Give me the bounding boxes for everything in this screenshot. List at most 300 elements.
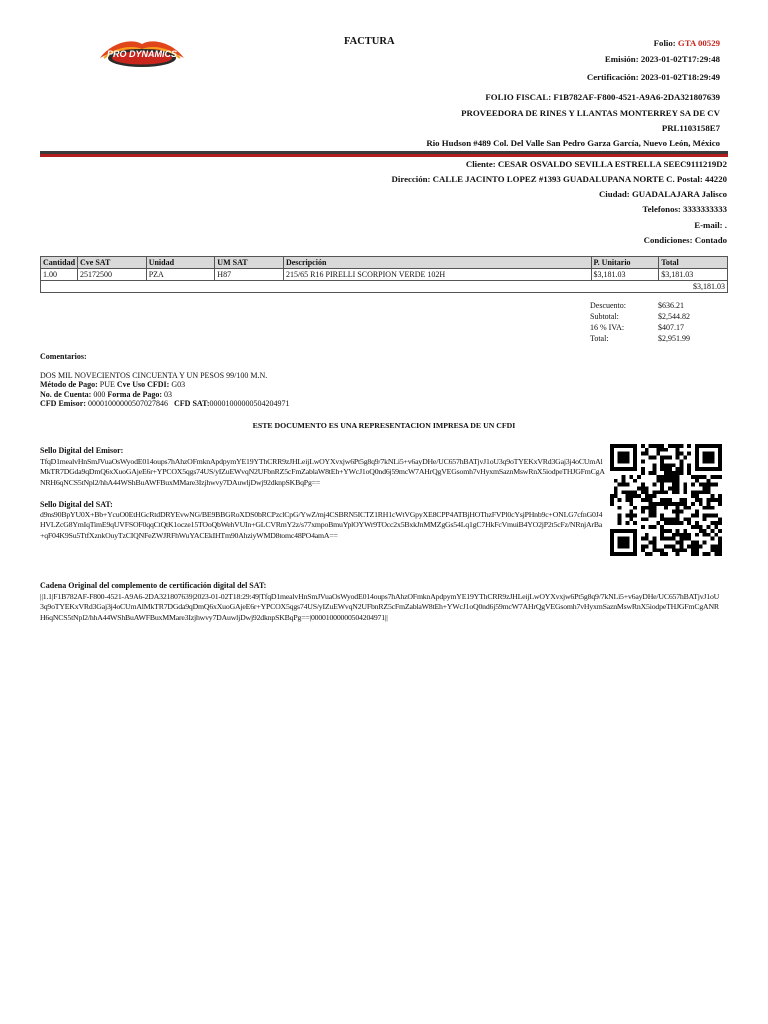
qr-module <box>614 552 618 556</box>
qr-module <box>618 517 622 521</box>
qr-module <box>707 479 711 483</box>
qr-module <box>703 444 707 448</box>
qr-module <box>718 517 722 521</box>
qr-module <box>652 467 656 471</box>
qr-module <box>718 444 722 448</box>
qr-module <box>680 444 684 448</box>
qr-module <box>668 479 672 483</box>
qr-module <box>699 498 703 502</box>
qr-module <box>672 537 676 541</box>
qr-module <box>718 552 722 556</box>
qr-module <box>629 475 633 479</box>
qr-module <box>691 494 695 498</box>
qr-module <box>633 544 637 548</box>
qr-module <box>656 475 660 479</box>
qr-module <box>710 521 714 525</box>
qr-module <box>707 456 711 460</box>
qr-module <box>629 529 633 533</box>
emisor-seal: TfqD1mealvHnSmJVuaOsWyodE014oups7hAhzOFmknApdpymYE19YThCRR9zJHLeijLwOYXvxjw6Pt5g8q9/7kNLi5+v6ayDHe/UC657hBATjvJ1oU3q9oTYEKxVRd3Gaj3j4oCUmAlMkTR7DGda9qDmQ6xXuoGAjeE6r+YPCOX5qgs74US/yIZuEWvqN2UFbnRZ5cFmZablaW8tEh+YWcJ1oQ0nd6j59mcW7AHrQgVEGsomh7vHyxmSaznMswRnX5iodpeTHJGFmCgANRH6qNCS5tNpl2/hhA44WShBuAWFBuxMMare3Izjhwvy7DAuwljDwj92dknpSKBqPg== <box>40 457 605 487</box>
qr-module <box>622 483 626 487</box>
qr-module <box>649 525 653 529</box>
qr-module <box>633 548 637 552</box>
qr-module <box>718 452 722 456</box>
qr-module <box>633 452 637 456</box>
qr-module <box>660 517 664 521</box>
qr-module <box>641 459 645 463</box>
separator-bar-red <box>40 154 728 157</box>
qr-module <box>633 537 637 541</box>
qr-module <box>614 444 618 448</box>
qr-module <box>610 502 614 506</box>
qr-module <box>641 525 645 529</box>
qr-module <box>703 552 707 556</box>
qr-module <box>649 506 653 510</box>
qr-module <box>703 486 707 490</box>
qr-module <box>703 483 707 487</box>
qr-module <box>622 479 626 483</box>
qr-module <box>610 548 614 552</box>
qr-module <box>610 537 614 541</box>
qr-module <box>676 456 680 460</box>
client-conditions: Condiciones: Contado <box>643 235 727 245</box>
cfd-emisor-label: CFD Emisor: <box>40 399 86 408</box>
qr-module <box>699 529 703 533</box>
qr-module <box>618 483 622 487</box>
qr-module <box>699 475 703 479</box>
qr-module <box>695 467 699 471</box>
qr-module <box>660 525 664 529</box>
qr-module <box>610 533 614 537</box>
qr-module <box>660 444 664 448</box>
qr-module <box>683 529 687 533</box>
qr-module <box>710 444 714 448</box>
qr-module <box>676 502 680 506</box>
qr-module <box>656 521 660 525</box>
qr-module <box>649 514 653 518</box>
qr-module <box>680 459 684 463</box>
qr-module <box>618 541 622 545</box>
qr-module <box>680 537 684 541</box>
qr-module <box>622 475 626 479</box>
qr-module <box>718 475 722 479</box>
qr-module <box>664 506 668 510</box>
qr-module <box>656 452 660 456</box>
qr-module <box>649 498 653 502</box>
qr-module <box>652 544 656 548</box>
qr-module <box>641 483 645 487</box>
qr-module <box>683 533 687 537</box>
document-type: FACTURA <box>344 36 395 47</box>
qr-module <box>641 486 645 490</box>
qr-module <box>618 506 622 510</box>
qr-module <box>652 463 656 467</box>
qr-module <box>695 514 699 518</box>
qr-module <box>703 517 707 521</box>
qr-module <box>668 486 672 490</box>
qr-module <box>637 486 641 490</box>
qr-module <box>629 510 633 514</box>
column-header: Cve SAT <box>78 257 147 269</box>
qr-module <box>664 552 668 556</box>
qr-module <box>641 471 645 475</box>
qr-module <box>668 529 672 533</box>
qr-module <box>707 444 711 448</box>
qr-module <box>672 483 676 487</box>
qr-module <box>680 467 684 471</box>
discount-value: $636.21 <box>658 301 684 310</box>
qr-module <box>676 521 680 525</box>
qr-module <box>633 506 637 510</box>
qr-module <box>710 456 714 460</box>
qr-module <box>683 537 687 541</box>
folio-value: GTA 00529 <box>677 38 720 48</box>
qr-module <box>672 502 676 506</box>
qr-module <box>676 483 680 487</box>
qr-module <box>625 483 629 487</box>
column-header: Total <box>659 257 728 269</box>
qr-module <box>668 498 672 502</box>
cadena-original: ||1.1|F1B782AF-F800-4521-A9A6-2DA321807639|2023-01-02T18:29:49|TfqD1mealvHnSmJVuaOsWyodE014oups7hAhzOFmknApdpymYE19YThCRR9zJHLeijLwOYXvxjw6Pt5g8q9/7kNLi5+v6ayDHe/UC657hBATjvJ1oU3q9oTYEKxVRd3Gaj3j4oCUmAlMkTR7DGda9qDmQ6xXuoGAjeE6r+YPCOX5qgs74US/yIZuEWvqN2UFbnRZ5cFmZablaW8tEh+YWcJ1oQ0nd6j59mcW7AHrQgVEGsomh7vHyxmSaznMswRnX5iodpeTHJGFmCgANRH6qNCS5tNpl2/hhA44WShBuAWFBuxMMare3Izjhwvy7DAuwljDwj92dknpSKBqPg==|00001000000504204971|| <box>40 592 720 622</box>
qr-module <box>618 459 622 463</box>
qr-module <box>676 514 680 518</box>
qr-module <box>618 537 622 541</box>
qr-module <box>687 517 691 521</box>
qr-module <box>652 483 656 487</box>
qr-module <box>676 510 680 514</box>
qr-module <box>707 506 711 510</box>
qr-module <box>703 475 707 479</box>
qr-module <box>718 456 722 460</box>
qr-module <box>668 467 672 471</box>
qr-module <box>652 510 656 514</box>
certificacion-date: Certificación: 2023-01-02T18:29:49 <box>586 72 720 82</box>
qr-module <box>695 490 699 494</box>
qr-module <box>680 502 684 506</box>
qr-module <box>629 444 633 448</box>
total-value: $2,951.99 <box>658 334 690 343</box>
qr-module <box>614 467 618 471</box>
qr-module <box>664 463 668 467</box>
qr-module <box>672 486 676 490</box>
qr-module <box>610 456 614 460</box>
comments-label: Comentarios: <box>40 352 87 361</box>
qr-module <box>660 475 664 479</box>
qr-module <box>703 452 707 456</box>
qr-module <box>625 498 629 502</box>
qr-module <box>683 486 687 490</box>
qr-module <box>683 456 687 460</box>
qr-module <box>641 510 645 514</box>
qr-module <box>714 467 718 471</box>
qr-module <box>672 533 676 537</box>
qr-module <box>625 541 629 545</box>
qr-module <box>680 498 684 502</box>
qr-module <box>710 467 714 471</box>
qr-module <box>656 548 660 552</box>
qr-module <box>625 521 629 525</box>
qr-module <box>610 541 614 545</box>
cell-total: $3,181.03 <box>659 269 728 281</box>
table-row <box>41 269 728 281</box>
qr-module <box>633 459 637 463</box>
qr-module <box>718 459 722 463</box>
qr-module <box>676 490 680 494</box>
qr-module <box>676 444 680 448</box>
qr-module <box>676 479 680 483</box>
qr-module <box>668 475 672 479</box>
qr-module <box>710 544 714 548</box>
qr-module <box>645 498 649 502</box>
qr-module <box>652 537 656 541</box>
qr-module <box>633 444 637 448</box>
qr-module <box>622 537 626 541</box>
qr-module <box>641 517 645 521</box>
qr-module <box>680 533 684 537</box>
qr-module <box>645 506 649 510</box>
payment-form-label: Forma de Pago: <box>107 390 162 399</box>
subtotal-label: Subtotal: <box>590 312 619 321</box>
qr-module <box>710 529 714 533</box>
qr-module <box>687 521 691 525</box>
qr-module <box>707 486 711 490</box>
qr-module <box>699 490 703 494</box>
qr-module <box>691 548 695 552</box>
qr-module <box>660 548 664 552</box>
qr-module <box>680 521 684 525</box>
qr-module <box>652 494 656 498</box>
client-city: Ciudad: GUADALAJARA Jalisco <box>598 189 727 199</box>
qr-module <box>629 494 633 498</box>
qr-module <box>633 552 637 556</box>
qr-module <box>618 529 622 533</box>
qr-module <box>625 467 629 471</box>
cell-grand-total: $3,181.03 <box>41 281 728 293</box>
qr-module <box>710 514 714 518</box>
qr-module <box>622 444 626 448</box>
qr-module <box>633 463 637 467</box>
qr-module <box>714 525 718 529</box>
qr-module <box>695 463 699 467</box>
qr-module <box>660 498 664 502</box>
client-email: E-mail: . <box>694 220 727 230</box>
qr-module <box>645 448 649 452</box>
qr-module <box>649 541 653 545</box>
qr-module <box>656 479 660 483</box>
qr-module <box>707 483 711 487</box>
qr-module <box>687 533 691 537</box>
qr-module <box>676 506 680 510</box>
cell-unit-price: $3,181.03 <box>591 269 659 281</box>
qr-module <box>714 552 718 556</box>
qr-module <box>656 444 660 448</box>
cell-sat-code: 25172500 <box>78 269 147 281</box>
qr-module <box>676 471 680 475</box>
qr-module <box>676 475 680 479</box>
qr-module <box>695 494 699 498</box>
qr-module <box>625 444 629 448</box>
column-header: P. Unitario <box>591 257 659 269</box>
qr-module <box>683 483 687 487</box>
qr-module <box>699 544 703 548</box>
qr-module <box>714 521 718 525</box>
qr-module <box>610 444 614 448</box>
qr-module <box>641 506 645 510</box>
qr-module <box>660 552 664 556</box>
qr-module <box>629 490 633 494</box>
qr-module <box>614 479 618 483</box>
qr-module <box>710 498 714 502</box>
qr-module <box>672 544 676 548</box>
qr-module <box>718 541 722 545</box>
column-header: Descripción <box>283 257 591 269</box>
qr-module <box>703 459 707 463</box>
qr-module <box>676 486 680 490</box>
qr-module <box>695 498 699 502</box>
qr-module <box>687 506 691 510</box>
sat-seal-label: Sello Digital del SAT: <box>40 500 113 509</box>
qr-module <box>676 467 680 471</box>
qr-module <box>683 490 687 494</box>
column-header: Unidad <box>146 257 215 269</box>
qr-module <box>652 444 656 448</box>
qr-module <box>699 502 703 506</box>
qr-module <box>629 552 633 556</box>
cell-um-sat: H87 <box>215 269 284 281</box>
qr-module <box>641 490 645 494</box>
qr-module <box>683 506 687 510</box>
qr-module <box>622 529 626 533</box>
qr-module <box>676 448 680 452</box>
qr-module <box>641 544 645 548</box>
qr-module <box>649 502 653 506</box>
qr-module <box>668 537 672 541</box>
qr-module <box>668 544 672 548</box>
qr-module <box>676 541 680 545</box>
qr-module <box>633 514 637 518</box>
qr-module <box>703 529 707 533</box>
qr-module <box>622 544 626 548</box>
folio-label: Folio: <box>653 38 676 48</box>
qr-module <box>680 548 684 552</box>
qr-module <box>699 525 703 529</box>
qr-module <box>652 471 656 475</box>
qr-module <box>683 502 687 506</box>
qr-module <box>714 548 718 552</box>
qr-module <box>672 517 676 521</box>
qr-module <box>652 502 656 506</box>
qr-module <box>680 463 684 467</box>
qr-module <box>660 467 664 471</box>
qr-module <box>714 498 718 502</box>
qr-module <box>691 541 695 545</box>
qr-module <box>660 479 664 483</box>
qr-module <box>618 452 622 456</box>
subtotal-value: $2,544.82 <box>658 312 690 321</box>
qr-module <box>710 548 714 552</box>
qr-module <box>633 533 637 537</box>
qr-module <box>610 448 614 452</box>
qr-module <box>707 533 711 537</box>
qr-module <box>645 490 649 494</box>
logo-text: PRO DYNAMICS <box>106 49 178 59</box>
qr-module <box>680 544 684 548</box>
qr-module <box>645 533 649 537</box>
qr-module <box>652 514 656 518</box>
qr-module <box>687 444 691 448</box>
qr-module <box>625 494 629 498</box>
qr-module <box>718 548 722 552</box>
qr-module <box>687 463 691 467</box>
qr-module <box>660 448 664 452</box>
payment-method-line <box>40 380 185 390</box>
qr-module <box>668 521 672 525</box>
qr-module <box>664 517 668 521</box>
qr-module <box>703 490 707 494</box>
qr-module <box>664 529 668 533</box>
qr-module <box>649 456 653 460</box>
qr-module <box>707 502 711 506</box>
qr-module <box>656 490 660 494</box>
qr-module <box>718 463 722 467</box>
qr-module <box>660 537 664 541</box>
qr-module <box>656 448 660 452</box>
qr-module <box>714 544 718 548</box>
qr-module <box>703 467 707 471</box>
qr-module <box>618 514 622 518</box>
qr-module <box>703 514 707 518</box>
qr-module <box>695 444 699 448</box>
qr-module <box>691 502 695 506</box>
qr-module <box>652 490 656 494</box>
qr-module <box>637 475 641 479</box>
folio <box>654 38 720 48</box>
qr-code <box>610 444 722 556</box>
cell-quantity: 1.00 <box>41 269 78 281</box>
cfd-sat-label: CFD SAT: <box>174 399 210 408</box>
qr-module <box>622 490 626 494</box>
qr-module <box>714 483 718 487</box>
client-name: Cliente: CESAR OSVALDO SEVILLA ESTRELLA SEEC9111219D2 <box>465 159 727 169</box>
qr-module <box>660 533 664 537</box>
qr-module <box>695 479 699 483</box>
qr-module <box>680 452 684 456</box>
qr-module <box>664 467 668 471</box>
payment-method-value: PUE <box>99 380 115 389</box>
qr-module <box>718 494 722 498</box>
qr-module <box>660 483 664 487</box>
qr-module <box>695 552 699 556</box>
qr-module <box>718 448 722 452</box>
qr-module <box>695 448 699 452</box>
qr-module <box>652 541 656 545</box>
qr-module <box>610 529 614 533</box>
qr-module <box>668 463 672 467</box>
qr-module <box>710 475 714 479</box>
qr-module <box>683 517 687 521</box>
qr-module <box>714 475 718 479</box>
qr-module <box>633 456 637 460</box>
qr-module <box>664 479 668 483</box>
qr-module <box>633 479 637 483</box>
qr-module <box>676 452 680 456</box>
qr-module <box>652 506 656 510</box>
qr-module <box>641 467 645 471</box>
qr-module <box>660 502 664 506</box>
qr-module <box>718 529 722 533</box>
qr-module <box>707 514 711 518</box>
qr-module <box>676 533 680 537</box>
account-label: No. de Cuenta: <box>40 390 92 399</box>
